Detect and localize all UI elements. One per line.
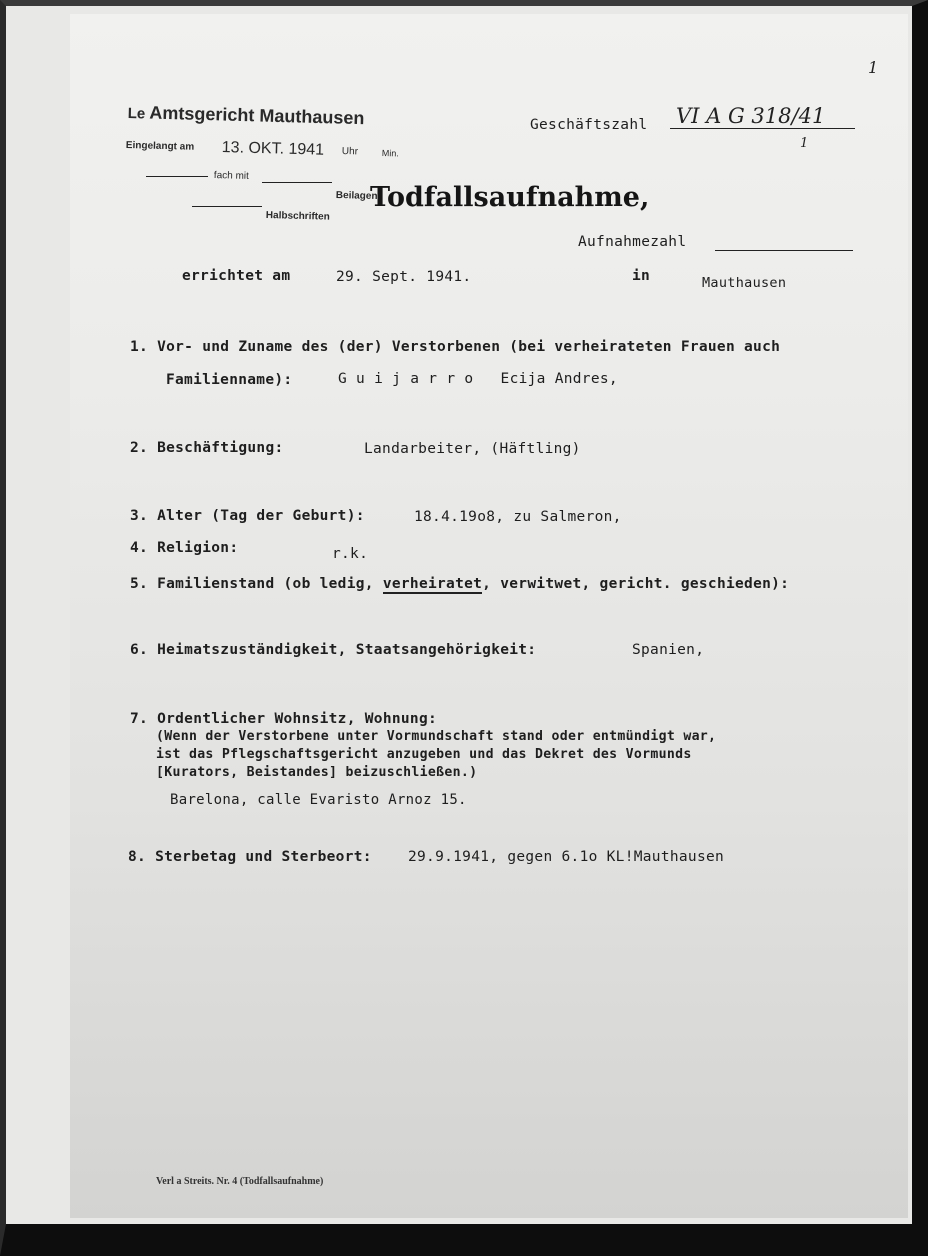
- stamp-fach-line: [146, 176, 208, 177]
- stamp-halbschriften-label: Halbschriften: [265, 210, 330, 223]
- field6-value: Spanien,: [632, 642, 705, 658]
- field3-label: 3. Alter (Tag der Geburt):: [130, 508, 365, 524]
- field2-label: 2. Beschäftigung:: [130, 440, 284, 456]
- form-footer: Verl a Streits. Nr. 4 (Todfallsaufnahme): [156, 1176, 324, 1187]
- field8-value: 29.9.1941, gegen 6.1o KL!Mauthausen: [408, 849, 725, 865]
- geschaeftszahl-sub: 1: [800, 136, 809, 151]
- field7-value: Barelona, calle Evaristo Arnoz 15.: [170, 792, 467, 808]
- geschaeftszahl-label: Geschäftszahl: [530, 117, 648, 133]
- field8-label: 8. Sterbetag und Sterbeort:: [128, 849, 372, 865]
- place: Mauthausen: [702, 275, 787, 291]
- field5-selected-option: verheiratet: [382, 576, 483, 592]
- field6-label: 6. Heimatszuständigkeit, Staatsangehörigkeit:: [130, 642, 537, 658]
- field7-note-line2: ist das Pflegschaftsgericht anzugeben und das Dekret des Vormunds: [156, 747, 692, 762]
- aufnahmezahl-label: Aufnahmezahl: [578, 234, 687, 250]
- field5-label-end: , verwitwet, gericht. geschieden):: [482, 576, 790, 592]
- aufnahmezahl-line: [715, 250, 853, 251]
- field5-label-start: 5. Familienstand (ob ledig,: [130, 576, 383, 592]
- field7-note-line1: (Wenn der Verstorbene unter Vormundschaft stand oder entmündigt war,: [156, 729, 717, 744]
- stamp-beilagen-line: [262, 182, 332, 183]
- field4-label: 4. Religion:: [130, 540, 239, 556]
- field7-note-line3: [Kurators, Beistandes] beizuschließen.): [156, 765, 478, 780]
- page-number: 1: [868, 58, 879, 77]
- field1-label: 1. Vor- und Zuname des (der) Verstorbenen (bei verheirateten Frauen auch: [130, 339, 781, 355]
- field2-value: Landarbeiter, (Häftling): [364, 441, 581, 457]
- stamp-court-name: Amtsgericht Mauthausen: [149, 102, 365, 129]
- field1-label-cont: Familienname):: [166, 372, 293, 388]
- document-title: Todfallsaufnahme,: [370, 182, 650, 213]
- stamp-halbschriften-line: [192, 206, 262, 207]
- court-stamp: [127, 102, 364, 129]
- stamp-eingelangt-label: Eingelangt am: [125, 140, 195, 153]
- in-label: in: [632, 268, 651, 284]
- field3-value: 18.4.19o8, zu Salmeron,: [414, 509, 622, 525]
- stamp-prefix: Le: [127, 104, 146, 123]
- geschaeftszahl-value: VI A G 318/41: [676, 104, 826, 128]
- stamp-fach-label: fach mit: [213, 170, 250, 182]
- stamp-min-label: Min.: [381, 148, 400, 159]
- geschaeftszahl-line: [670, 128, 855, 129]
- field7-label: 7. Ordentlicher Wohnsitz, Wohnung:: [130, 711, 438, 727]
- field4-value: r.k.: [332, 546, 369, 562]
- stamp-received-date: 13. OKT. 1941: [221, 139, 325, 159]
- field5-label: [130, 576, 789, 592]
- errichtet-label: errichtet am: [182, 268, 291, 284]
- document-page: [70, 14, 908, 1218]
- field1-value: G u i j a r r o Ecija Andres,: [338, 371, 618, 387]
- stamp-uhr-label: Uhr: [341, 146, 359, 158]
- stamp-beilagen-label: Beilagen: [335, 190, 378, 203]
- errichtet-date: 29. Sept. 1941.: [336, 269, 472, 285]
